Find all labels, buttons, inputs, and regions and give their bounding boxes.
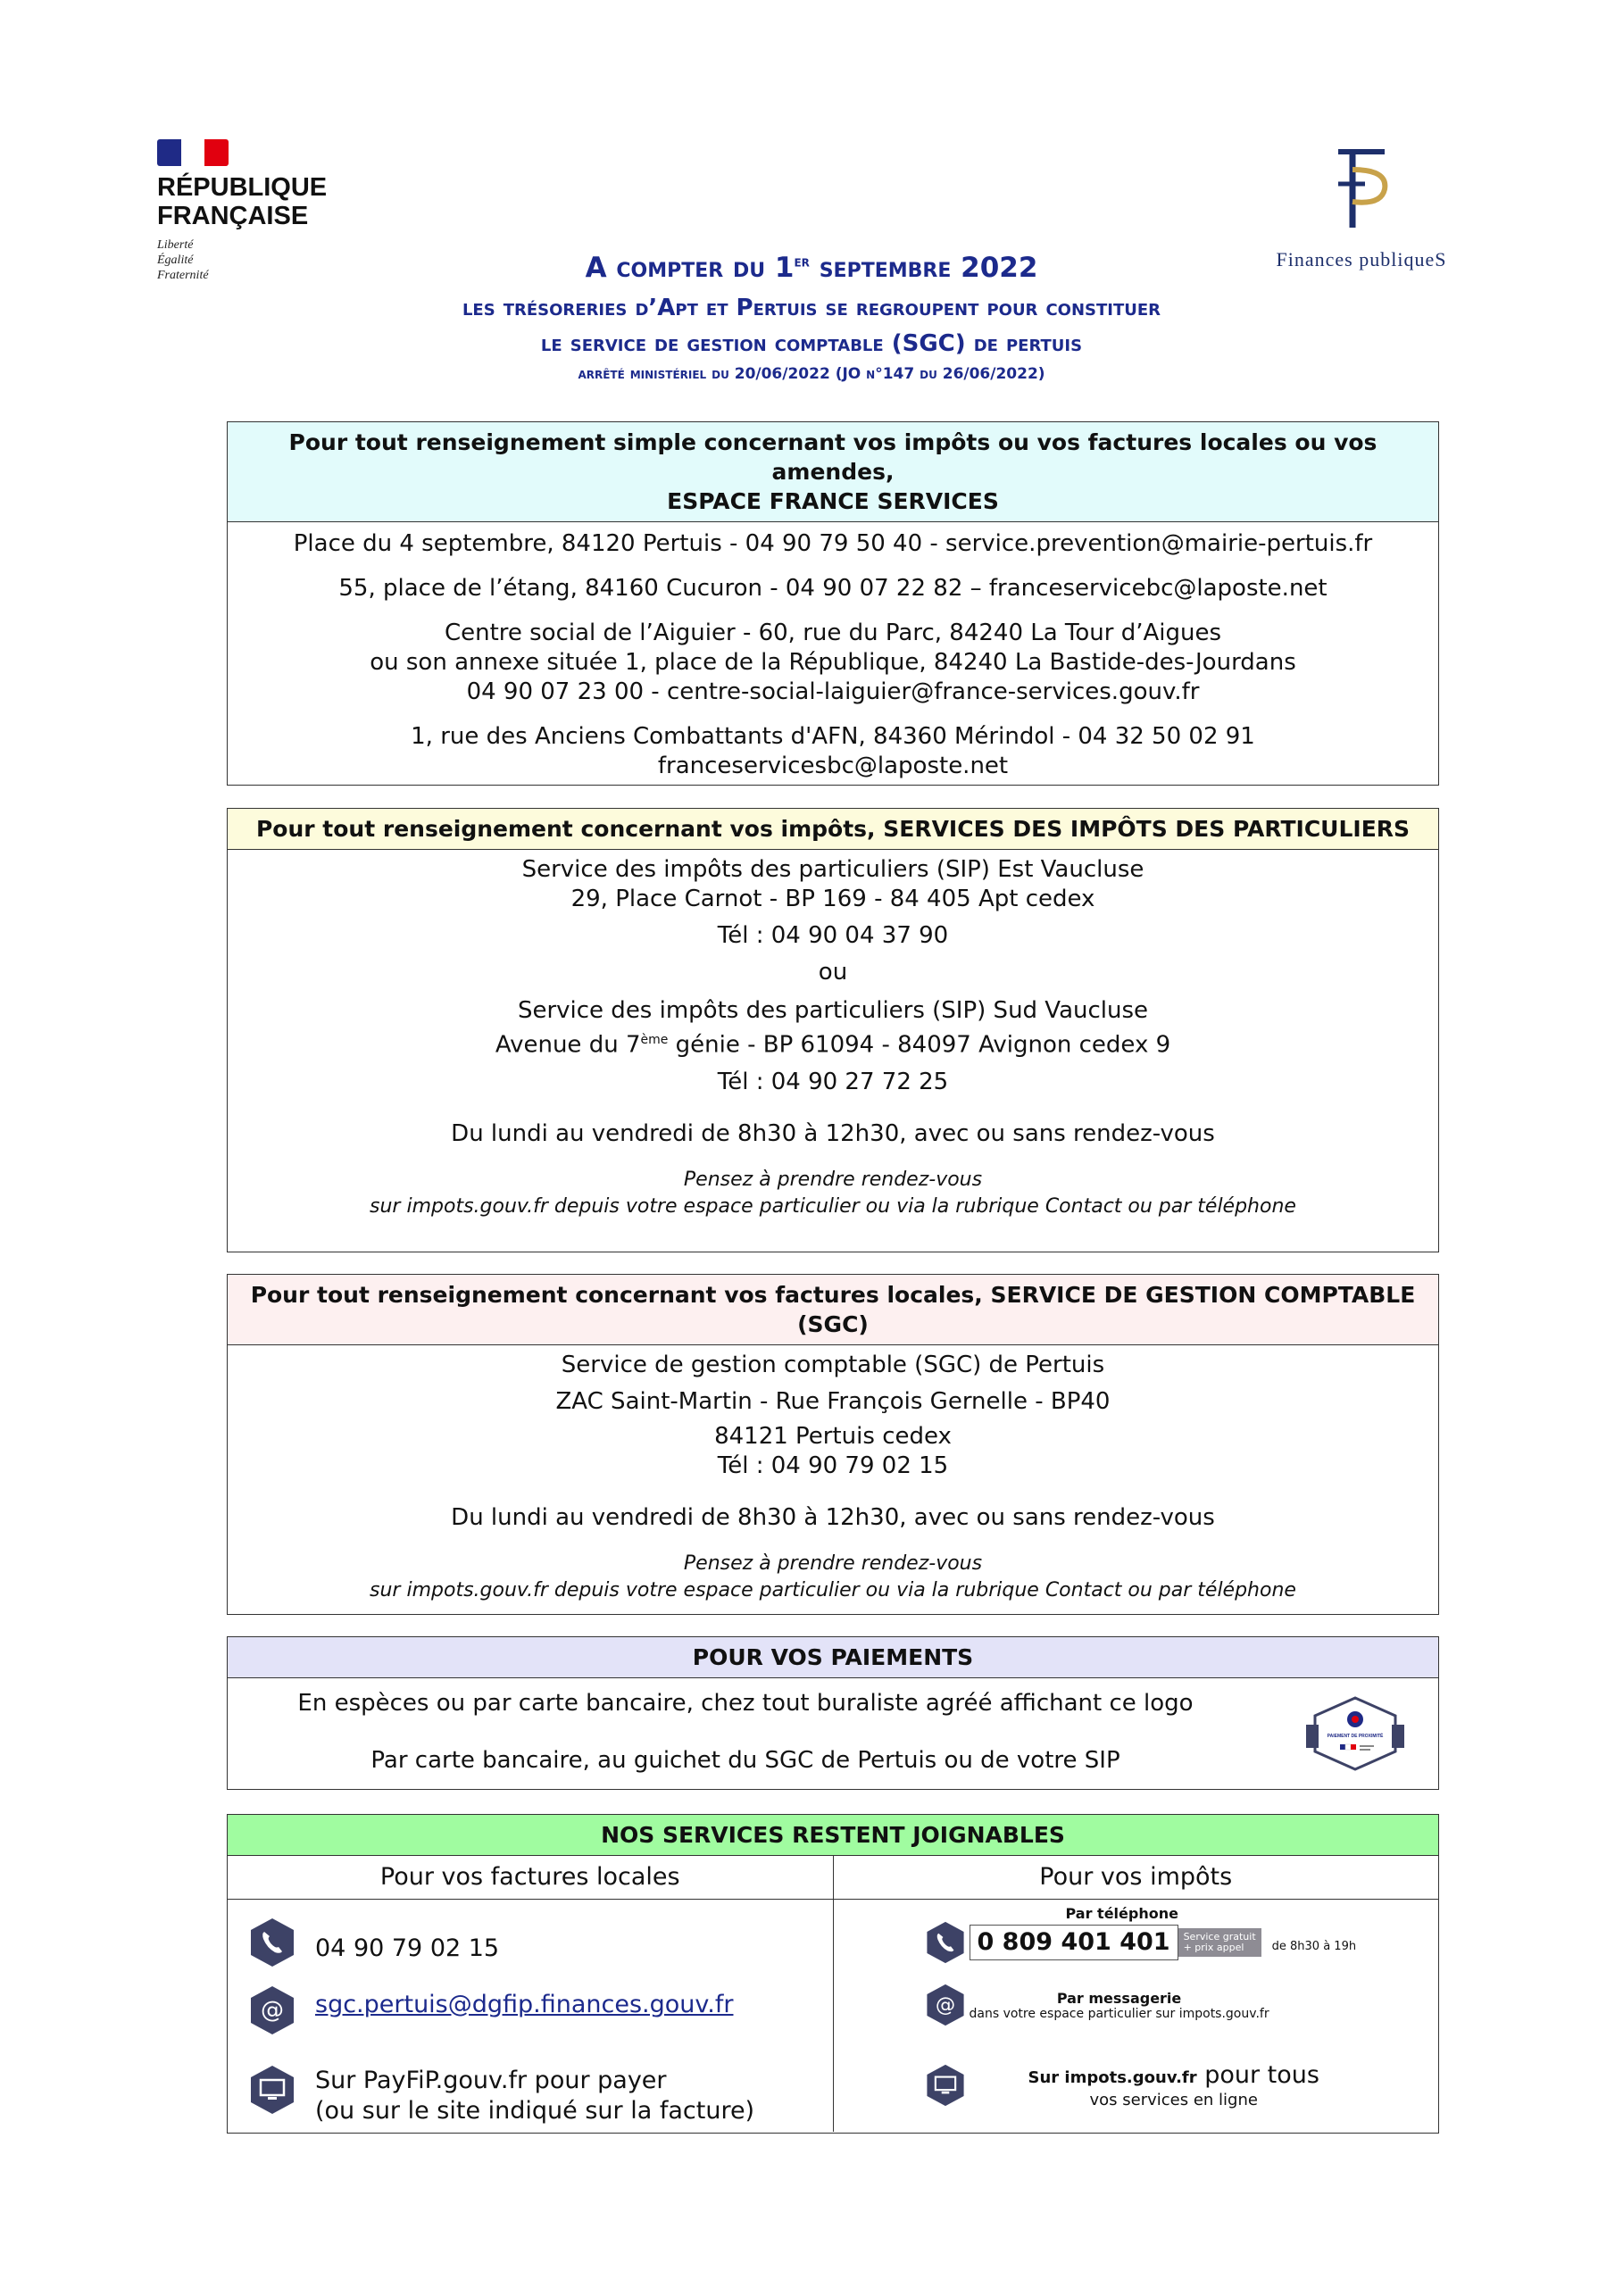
impots-web-line1: Sur impots.gouv.fr pour tous [1028, 2061, 1319, 2089]
computer-monitor-icon [249, 2065, 295, 2115]
finances-publiques-text: Finances publiqueS [1276, 248, 1447, 270]
factures-payfip: Sur PayFiP.gouv.fr pour payer [315, 2067, 667, 2094]
france-services-cucuron: 55, place de l’étang, 84160 Cucuron - 04 90 07 22 82 – franceservicebc@laposte.net [338, 575, 1328, 602]
factures-phone: 04 90 79 02 15 [315, 1934, 500, 1962]
svg-text:@: @ [261, 1997, 284, 2024]
sip-hours: Du lundi au vendredi de 8h30 à 12h30, avec ou sans rendez-vous [451, 1119, 1215, 1147]
sgc-address1: ZAC Saint-Martin - Rue François Gernelle - BP40 [555, 1388, 1111, 1415]
impots-phone-number: 0 809 401 401 [970, 1925, 1178, 1960]
sgc-address2: 84121 Pertuis cedex [714, 1423, 952, 1450]
phone-icon [925, 1921, 966, 1964]
sip-est-name: Service des impôts des particuliers (SIP) Est Vaucluse [521, 856, 1144, 883]
factures-locales-contacts [228, 1900, 833, 2132]
svg-text:PAIEMENT DE PROXIMITÉ: PAIEMENT DE PROXIMITÉ [1327, 1734, 1384, 1739]
impots-mail-title: Par messagerie [1056, 1989, 1182, 2007]
joignables-box [227, 1814, 1439, 2134]
france-services-merindol: 1, rue des Anciens Combattants d'AFN, 84360 Mérindol - 04 32 50 02 91 franceservicesbc@laposte.net [411, 723, 1255, 779]
title-arrete: arrêté ministériel du 20/06/2022 (JO n°147 du 26/06/2022) [578, 365, 1045, 383]
impots-contacts [833, 1900, 1439, 2132]
sip-sud-address: Avenue du 7ème génie - BP 61094 - 84097 Avignon cedex 9 [495, 1031, 1171, 1059]
sip-sud-tel: Tél : 04 90 27 72 25 [717, 1068, 949, 1095]
sgc-note2: sur impots.gouv.fr depuis votre espace particulier ou via la rubrique Contact ou par téléphone [370, 1579, 1296, 1601]
col-factures-locales: Pour vos factures locales [228, 1856, 833, 1900]
paiements-box [227, 1636, 1439, 1790]
france-services-heading: Pour tout renseignement simple concernant vos impôts ou vos factures locales ou vos amendes, ESPACE FRANCE SERVICES [228, 422, 1438, 522]
impots-phone-tag: Service gratuit + prix appel [1178, 1928, 1261, 1957]
impots-phone-hours: de 8h30 à 19h [1271, 1940, 1357, 1953]
sip-box [227, 808, 1439, 1252]
sgc-box [227, 1274, 1439, 1615]
title-line1: A compter du 1er septembre 2022 [585, 252, 1038, 284]
computer-monitor-icon [925, 2064, 966, 2107]
email-at-icon [249, 1985, 295, 2035]
email-at-icon [925, 1984, 966, 2026]
sip-sud-name: Service des impôts des particuliers (SIP) Sud Vaucluse [517, 997, 1149, 1024]
paiements-buraliste: En espèces ou par carte bancaire, chez tout buraliste agréé affichant ce logo [297, 1690, 1194, 1717]
col-impots: Pour vos impôts [833, 1856, 1439, 1900]
factures-email-link[interactable]: sgc.pertuis@dgfip.finances.gouv.fr [315, 1991, 734, 2018]
impots-web-line2: vos services en ligne [1089, 2091, 1258, 2109]
sip-heading: Pour tout renseignement concernant vos impôts, SERVICES DES IMPÔTS DES PARTICULIERS [228, 809, 1438, 850]
paiements-guichet: Par carte bancaire, au guichet du SGC de Pertuis ou de votre SIP [370, 1747, 1120, 1774]
paiements-heading: POUR VOS PAIEMENTS [228, 1637, 1438, 1678]
phone-icon [249, 1917, 295, 1967]
impots-phone-title: Par téléphone [1065, 1905, 1178, 1922]
sip-est-address: 29, Place Carnot - BP 169 - 84 405 Apt cedex [570, 886, 1095, 912]
finances-publiques-mark-icon [1326, 143, 1397, 241]
title-line3: le service de gestion comptable (SGC) de pertuis [540, 330, 1083, 357]
svg-text:@: @ [935, 1992, 955, 2017]
joignables-heading: NOS SERVICES RESTENT JOIGNABLES [228, 1815, 1438, 1856]
sip-or: ou [818, 959, 848, 986]
sgc-name: Service de gestion comptable (SGC) de Pertuis [561, 1352, 1105, 1378]
motto-fraternite: Fraternité [157, 269, 209, 282]
france-services-box [227, 421, 1439, 786]
paiement-proximite-logo [1306, 1696, 1404, 1771]
sgc-tel: Tél : 04 90 79 02 15 [717, 1452, 949, 1479]
france-services-pertuis: Place du 4 septembre, 84120 Pertuis - 04 90 79 50 40 - service.prevention@mairie-pertuis.fr [293, 530, 1373, 557]
title-line2: les trésoreries d’Apt et Pertuis se regroupent pour constituer [462, 295, 1161, 321]
impots-mail-text: dans votre espace particulier sur impots.gouv.fr [969, 2006, 1269, 2021]
sgc-heading: Pour tout renseignement concernant vos factures locales, SERVICE DE GESTION COMPTABLE (SGC) [228, 1275, 1438, 1345]
marianne-flag-icon [157, 139, 229, 166]
republique-line2: FRANÇAISE [157, 202, 309, 230]
sip-note1: Pensez à prendre rendez-vous [683, 1168, 983, 1191]
republique-line1: RÉPUBLIQUE [157, 173, 328, 202]
motto-liberte: Liberté [157, 238, 194, 252]
sgc-note1: Pensez à prendre rendez-vous [683, 1552, 983, 1575]
sip-note2: sur impots.gouv.fr depuis votre espace particulier ou via la rubrique Contact ou par téléphone [370, 1194, 1296, 1218]
france-services-aiguier: Centre social de l’Aiguier - 60, rue du Parc, 84240 La Tour d’Aigues ou son annexe située 1, place de la République, 84240 La Bastide-des-Jourdans 04 90 07 23 00 - centre-social-laiguier@france-services.gouv.fr [370, 620, 1296, 705]
sgc-hours: Du lundi au vendredi de 8h30 à 12h30, avec ou sans rendez-vous [451, 1504, 1215, 1531]
factures-site-facture: (ou sur le site indiqué sur la facture) [315, 2097, 755, 2125]
sip-est-tel: Tél : 04 90 04 37 90 [717, 922, 949, 949]
motto-egalite: Égalité [157, 254, 194, 267]
